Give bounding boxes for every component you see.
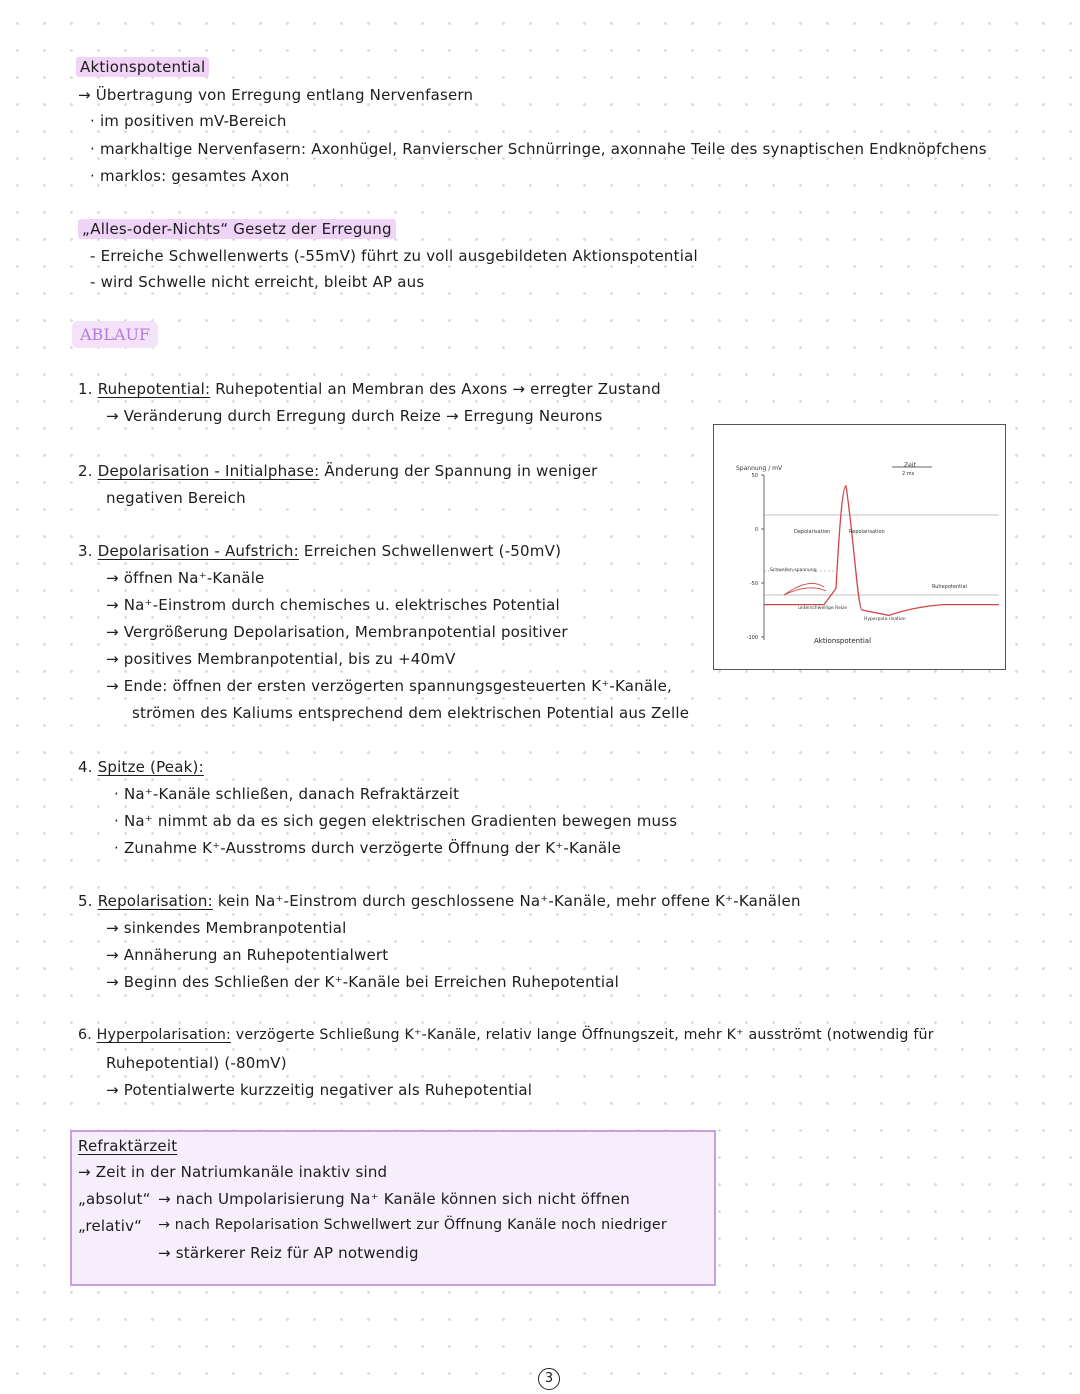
gesetz-title: „Alles-oder-Nichts“ Gesetz der Erregung <box>78 219 396 239</box>
step-bullet-text: Na⁺ nimmt ab da es sich gegen elektrischen Gradienten bewegen muss <box>123 812 678 830</box>
chart-svg <box>714 425 1005 669</box>
intro-bullet-text: im positiven mV-Bereich <box>99 112 287 130</box>
step-bullet: · Zunahme K⁺-Ausstroms durch verzögerte Öffnung der K⁺-Kanäle <box>114 839 622 857</box>
step-line: → öffnen Na⁺-Kanäle <box>106 569 265 587</box>
refrakt-relativ-label: „relativ“ <box>78 1217 143 1235</box>
chart-xlabel: Zeit <box>904 462 916 469</box>
refrakt-title: Refraktärzeit <box>78 1137 178 1155</box>
step-text: Erreichen Schwellenwert (-50mV) <box>303 542 562 560</box>
step-5 <box>78 892 801 910</box>
step-bullet: · Na⁺ nimmt ab da es sich gegen elektrischen Gradienten bewegen muss <box>114 812 678 830</box>
step-title: Repolarisation: <box>97 892 213 910</box>
ap-series-line <box>764 486 999 616</box>
y-tick-label: 0 <box>754 527 758 533</box>
step-1 <box>78 380 661 398</box>
step-2 <box>78 462 598 480</box>
step-number: 3. <box>78 542 93 560</box>
y-ticks <box>747 473 764 641</box>
y-tick-label: 50 <box>751 473 758 479</box>
step-title: Ruhepotential: <box>97 380 211 398</box>
refrakt-absolut-label: „absolut“ <box>78 1190 151 1208</box>
page-title: Aktionspotential <box>76 57 209 77</box>
step-bullet-text: Zunahme K⁺-Ausstroms durch verzögerte Öffnung der K⁺-Kanäle <box>123 839 622 857</box>
subthreshold-curve <box>784 588 826 595</box>
gesetz-line: - wird Schwelle nicht erreicht, bleibt AP aus <box>90 273 425 291</box>
step-title: Hyperpolarisation: <box>96 1027 232 1043</box>
annotation-schwelle: Schwellen-spannung <box>770 568 817 573</box>
refraktaerzeit-box <box>70 1130 716 1286</box>
annotation-unterschwellig: unterschwellige Reize <box>798 606 848 611</box>
step-number: 2. <box>78 462 93 480</box>
step-line: → Vergrößerung Depolarisation, Membranpotential positiver <box>106 623 568 641</box>
page-number: 3 <box>538 1368 560 1390</box>
refrakt-line: → Zeit in der Natriumkanäle inaktiv sind <box>78 1163 388 1181</box>
intro-bullet-text: markhaltige Nervenfasern: Axonhügel, Ranvierscher Schnürringe, axonnahe Teile des synaptischen Endknöpfchens <box>99 140 987 158</box>
step-line: → sinkendes Membranpotential <box>106 919 347 937</box>
step-line: → Na⁺-Einstrom durch chemisches u. elektrisches Potential <box>106 596 560 614</box>
subthreshold-curve <box>784 583 824 595</box>
step-line: → Beginn des Schließen der K⁺-Kanäle bei Erreichen Ruhepotential <box>106 973 619 991</box>
step-text: Ruhepotential an Membran des Axons → erregter Zustand <box>215 380 661 398</box>
intro-bullet: · im positiven mV-Bereich <box>90 112 287 130</box>
step-title: Depolarisation - Initialphase: <box>97 462 320 480</box>
step-6 <box>78 1027 934 1043</box>
step-bullet: · Na⁺-Kanäle schließen, danach Refraktärzeit <box>114 785 460 803</box>
step-title: Depolarisation - Aufstrich: <box>97 542 299 560</box>
step-number: 6. <box>78 1027 92 1043</box>
step-text: Änderung der Spannung in weniger <box>324 462 598 480</box>
intro-bullet-text: marklos: gesamtes Axon <box>99 167 290 185</box>
step-text: verzögerte Schließung K⁺-Kanäle, relativ lange Öffnungszeit, mehr K⁺ ausströmt (notwendig für <box>235 1027 934 1043</box>
chart-title: Aktionspotential <box>814 637 872 645</box>
step-text: kein Na⁺-Einstrom durch geschlossene Na⁺-Kanäle, mehr offene K⁺-Kanälen <box>217 892 801 910</box>
step-line: → Ende: öffnen der ersten verzögerten spannungsgesteuerten K⁺-Kanäle, <box>106 677 672 695</box>
gesetz-line: - Erreiche Schwellenwerts (-55mV) führt zu voll ausgebildeten Aktionspotential <box>90 247 698 265</box>
chart-ylabel: Spannung / mV <box>736 465 783 472</box>
step-3 <box>78 542 561 560</box>
action-potential-chart <box>713 424 1006 670</box>
y-tick-label: -50 <box>749 581 758 587</box>
y-tick-label: -100 <box>746 635 758 641</box>
chart-scale-label: 2 ms <box>902 471 915 477</box>
step-line: strömen des Kaliums entsprechend dem elektrischen Potential aus Zelle <box>132 704 690 722</box>
step-line: → Annäherung an Ruhepotentialwert <box>106 946 389 964</box>
step-number: 5. <box>78 892 93 910</box>
intro-bullet: · marklos: gesamtes Axon <box>90 167 290 185</box>
step-bullet-text: Na⁺-Kanäle schließen, danach Refraktärzeit <box>123 785 460 803</box>
annotation-hyperpolarisation: Hyperpola-risation <box>864 617 906 622</box>
step-line: negativen Bereich <box>106 489 246 507</box>
refrakt-absolut-text: → nach Umpolarisierung Na⁺ Kanäle können sich nicht öffnen <box>158 1190 630 1208</box>
step-number: 4. <box>78 758 93 776</box>
intro-line: → Übertragung von Erregung entlang Nervenfasern <box>78 86 474 104</box>
step-4 <box>78 758 204 776</box>
step-line: → positives Membranpotential, bis zu +40mV <box>106 650 456 668</box>
step-line: → Veränderung durch Erregung durch Reize → Erregung Neurons <box>106 407 603 425</box>
refrakt-relativ-text: → nach Repolarisation Schwellwert zur Öffnung Kanäle noch niedriger <box>158 1217 667 1233</box>
step-number: 1. <box>78 380 93 398</box>
step-line: Ruhepotential) (-80mV) <box>106 1054 287 1072</box>
annotation-ruhepotential: Ruhepotential <box>932 584 967 590</box>
ablauf-heading: ABLAUF <box>72 321 158 348</box>
step-title: Spitze (Peak): <box>97 758 204 776</box>
annotation-depolarisation: Depolarisation <box>794 529 831 535</box>
step-line: → Potentialwerte kurzzeitig negativer als Ruhepotential <box>106 1081 533 1099</box>
intro-bullet: · markhaltige Nervenfasern: Axonhügel, Ranvierscher Schnürringe, axonnahe Teile des synaptischen Endknöpfchens <box>90 140 987 158</box>
annotation-repolarisation: Repolarisation <box>849 529 885 535</box>
refrakt-relativ-text2: → stärkerer Reiz für AP notwendig <box>158 1244 419 1262</box>
